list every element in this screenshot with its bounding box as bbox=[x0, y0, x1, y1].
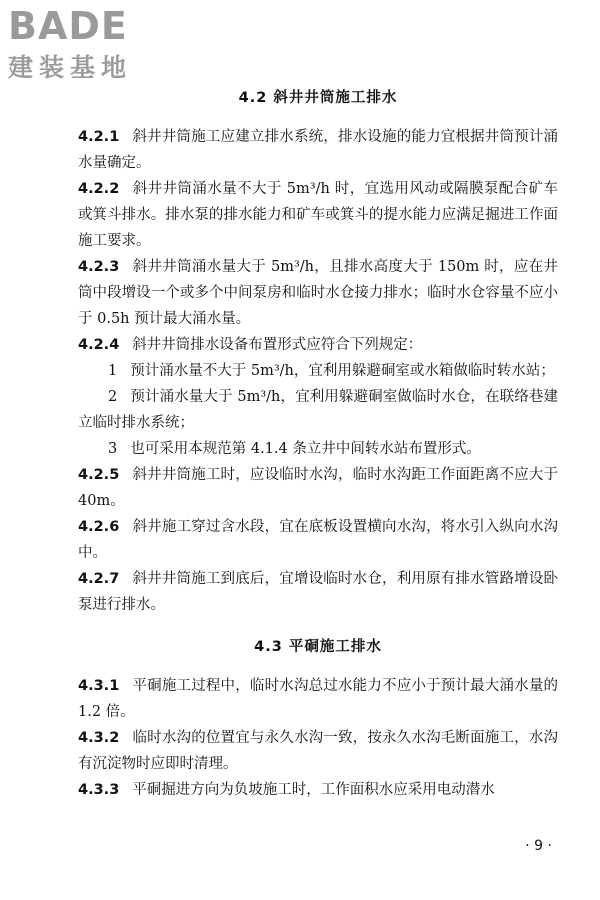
clause-text: 平硐施工过程中，临时水沟总过水能力不应小于预计最大涌水量的 1.2 倍。 bbox=[78, 678, 558, 720]
clause-text: 斜井井筒施工应建立排水系统，排水设施的能力宜根据井筒预计涌水量确定。 bbox=[78, 129, 558, 171]
clause bbox=[78, 566, 558, 618]
item-number: 2 bbox=[108, 389, 118, 405]
clause bbox=[78, 176, 558, 254]
clause-number: 4.2.1 bbox=[78, 129, 120, 145]
logo-subtitle: 建装基地 bbox=[8, 53, 133, 82]
list-item bbox=[78, 436, 558, 462]
item-text: 也可采用本规范第 4.1.4 条立井中间转水站布置形式。 bbox=[130, 441, 481, 457]
page-body bbox=[78, 86, 558, 803]
clause-text: 临时水沟的位置宜与永久水沟一致，按永久水沟毛断面施工，水沟有沉淀物时应即时清理。 bbox=[78, 730, 558, 772]
item-text: 预计涌水量大于 5m³/h，宜利用躲避硐室做临时水仓，在联络巷建立临时排水系统； bbox=[78, 389, 558, 431]
clause bbox=[78, 332, 558, 358]
clause-number: 4.3.1 bbox=[78, 678, 120, 694]
clause bbox=[78, 777, 558, 803]
clause-text: 平硐掘进方向为负坡施工时，工作面积水应采用电动潜水 bbox=[132, 782, 495, 798]
clause-text: 斜井井筒施工到底后，宜增设临时水仓，利用原有排水管路增设卧泵进行排水。 bbox=[78, 571, 558, 613]
clause-number: 4.2.6 bbox=[78, 519, 120, 535]
clause bbox=[78, 254, 558, 332]
clause-text: 斜井井筒施工时，应设临时水沟，临时水沟距工作面距离不应大于 40m。 bbox=[78, 467, 558, 509]
clause bbox=[78, 124, 558, 176]
clause bbox=[78, 673, 558, 725]
section-heading-4-3: 4.3 平硐施工排水 bbox=[254, 639, 382, 655]
list-item bbox=[78, 358, 558, 384]
clause-text: 斜井井筒涌水量大于 5m³/h，且排水高度大于 150m 时，应在井筒中段增设一个或多个中间泵房和临时水仓接力排水；临时水仓容量不应小于 0.5h 预计最大涌水量。 bbox=[78, 259, 558, 327]
publisher-logo bbox=[8, 6, 132, 84]
logo-brand: BADE bbox=[8, 4, 128, 48]
clause-number: 4.2.3 bbox=[78, 259, 120, 275]
clause bbox=[78, 462, 558, 514]
item-text: 预计涌水量不大于 5m³/h，宜利用躲避硐室或水箱做临时转水站； bbox=[130, 363, 555, 379]
clause-number: 4.3.2 bbox=[78, 730, 120, 746]
item-number: 1 bbox=[108, 363, 118, 379]
clause-number: 4.2.2 bbox=[78, 181, 120, 197]
clause-number: 4.2.5 bbox=[78, 467, 120, 483]
clause bbox=[78, 725, 558, 777]
clause-text: 斜井井筒排水设备布置形式应符合下列规定： bbox=[132, 337, 423, 353]
page-number: · 9 · bbox=[525, 838, 552, 854]
clause-number: 4.2.7 bbox=[78, 571, 120, 587]
clause-text: 斜井井筒涌水量不大于 5m³/h 时，宜选用风动或隔膜泵配合矿车或箕斗排水。排水泵的排水能力和矿车或箕斗的提水能力应满足掘进工作面施工要求。 bbox=[78, 181, 558, 249]
list-item bbox=[78, 384, 558, 436]
item-number: 3 bbox=[108, 441, 118, 457]
section-heading-4-2: 4.2 斜井井筒施工排水 bbox=[238, 90, 398, 106]
clause-number: 4.2.4 bbox=[78, 337, 120, 353]
clause-text: 斜井施工穿过含水段，宜在底板设置横向水沟，将水引入纵向水沟中。 bbox=[78, 519, 558, 561]
clause bbox=[78, 514, 558, 566]
clause-number: 4.3.3 bbox=[78, 782, 120, 798]
